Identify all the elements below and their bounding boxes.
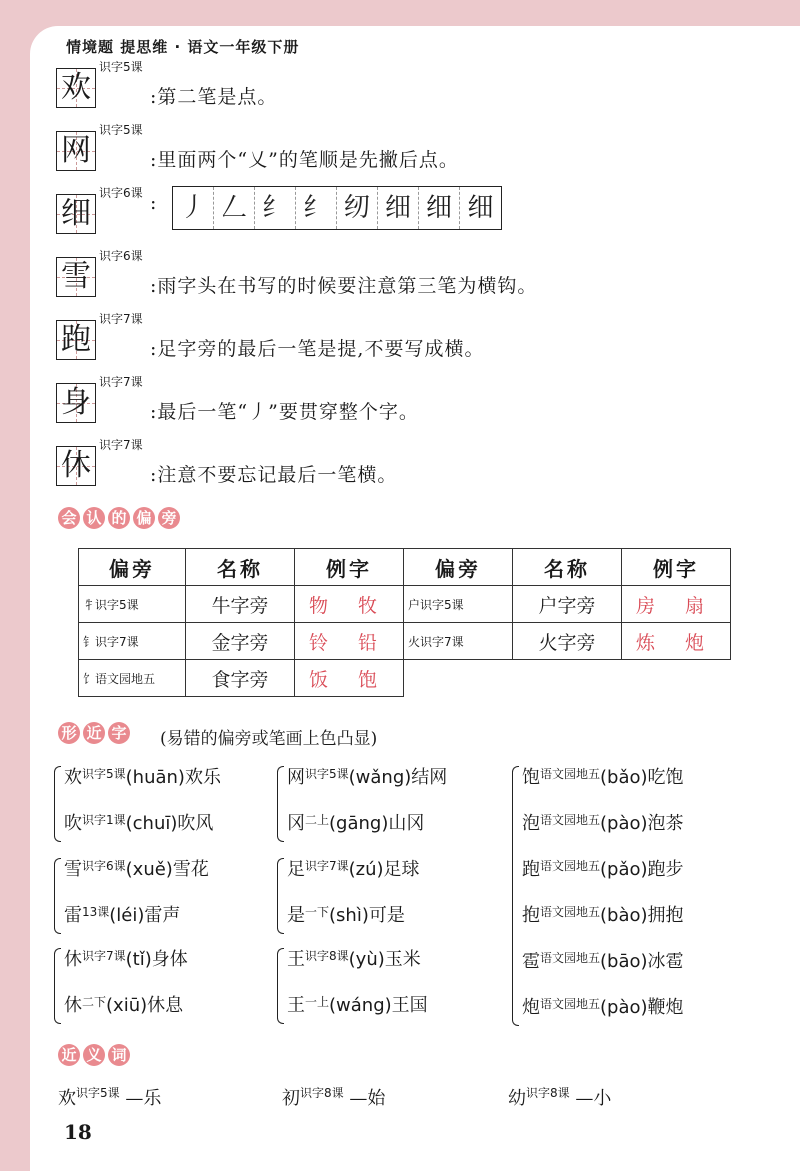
section-similar-title [58, 722, 130, 744]
brace [54, 766, 61, 842]
example-chars: 物 牧 [295, 586, 404, 623]
similar-line [522, 988, 684, 1034]
lesson-tag: 二上 [305, 813, 330, 827]
lesson-tag: 语文园地五 [540, 859, 601, 873]
similar-line [64, 804, 221, 850]
word: 拥抱 [647, 905, 684, 926]
table-header: 名称 [513, 549, 622, 586]
title-char: 的 [108, 507, 130, 529]
synonym-a: 幼 [508, 1088, 526, 1109]
pinyin: (zú) [348, 859, 384, 880]
similar-group [64, 850, 209, 942]
similar-group [522, 758, 684, 1034]
word: 山冈 [388, 813, 425, 834]
radical-table [78, 548, 731, 697]
pinyin: (bào) [600, 905, 648, 926]
similar-char: 泡 [522, 813, 540, 834]
stroke-step: 纟 [255, 187, 296, 229]
pinyin: (bāo) [600, 951, 648, 972]
lesson-tag: 识字6课 [99, 249, 143, 263]
char: 欢 [61, 70, 91, 105]
title-char: 认 [83, 507, 105, 529]
synonym-b: —始 [343, 1088, 386, 1109]
lesson-tag: 识字8课 [526, 1086, 570, 1100]
word: 泡茶 [647, 813, 684, 834]
stroke-step: 𠃋 [214, 187, 255, 229]
word: 冰雹 [647, 951, 684, 972]
lesson-tag: 识字7课 [99, 312, 143, 326]
example-chars: 房 扇 [622, 586, 731, 623]
similar-line [287, 758, 447, 804]
stroke-note: :最后一笔“丿”要贯穿整个字。 [150, 401, 419, 423]
similar-line [522, 942, 684, 988]
similar-line [64, 758, 221, 804]
lesson-tag: 识字8课 [305, 949, 349, 963]
similar-group [287, 758, 447, 850]
synonym-pair [58, 1084, 161, 1110]
stroke-step: 细 [378, 187, 419, 229]
pinyin: (huān) [125, 767, 185, 788]
title-char: 字 [108, 722, 130, 744]
table-header: 偏旁 [404, 549, 513, 586]
similar-line [287, 804, 447, 850]
char-box [56, 194, 96, 234]
pinyin: (xuě) [125, 859, 173, 880]
similar-note: (易错的偏旁或笔画上色凸显) [160, 729, 378, 749]
similar-char: 跑 [522, 859, 540, 880]
similar-line [64, 850, 209, 896]
stroke-note: :足字旁的最后一笔是提,不要写成横。 [150, 338, 485, 360]
lesson-tag: 语文园地五 [540, 951, 601, 965]
radical-cell: 火识字7课 [404, 623, 513, 660]
radical-cell: 饣语文园地五 [79, 660, 186, 697]
similar-char: 雷 [64, 905, 82, 926]
similar-line [64, 940, 188, 986]
stroke-step: 纟 [296, 187, 337, 229]
similar-char: 王 [287, 995, 305, 1016]
char: 跑 [61, 322, 91, 357]
brace [54, 858, 61, 934]
lesson-tag: 识字5课 [82, 767, 126, 781]
char: 身 [61, 385, 91, 420]
similar-char: 网 [287, 767, 305, 788]
similar-line [287, 940, 428, 986]
similar-char: 欢 [64, 767, 82, 788]
similar-line [64, 896, 209, 942]
title-char: 会 [58, 507, 80, 529]
word: 欢乐 [184, 767, 221, 788]
similar-group [64, 940, 188, 1032]
lesson-tag: 13课 [82, 905, 110, 919]
word: 吹风 [177, 813, 214, 834]
title-char: 偏 [133, 507, 155, 529]
similar-line [522, 758, 684, 804]
word: 休息 [147, 995, 184, 1016]
similar-line [522, 850, 684, 896]
word: 王国 [391, 995, 428, 1016]
synonym-pair [282, 1084, 385, 1110]
pinyin: (shì) [329, 905, 369, 926]
stroke-step: 丿 [173, 187, 214, 229]
stroke-note: :里面两个“乂”的笔顺是先撇后点。 [150, 149, 459, 171]
title-char: 义 [83, 1044, 105, 1066]
lesson-tag: 识字6课 [99, 186, 143, 200]
word: 结网 [411, 767, 448, 788]
lesson-tag: 识字7课 [82, 949, 126, 963]
word: 雷声 [144, 905, 181, 926]
radical-name: 金字旁 [186, 623, 295, 660]
lesson-tag: 语文园地五 [540, 813, 601, 827]
similar-line [64, 986, 188, 1032]
lesson-tag: 语文园地五 [540, 997, 601, 1011]
pinyin: (tǐ) [125, 949, 152, 970]
char-box [56, 320, 96, 360]
char-box [56, 446, 96, 486]
stroke-step: 细 [467, 193, 494, 223]
section-synonyms-title [58, 1044, 130, 1066]
lesson-tag: 语文园地五 [540, 905, 601, 919]
pinyin: (pǎo) [600, 859, 648, 880]
lesson-tag: 识字6课 [82, 859, 126, 873]
lesson-tag: 识字7课 [99, 438, 143, 452]
synonym-a: 欢 [58, 1088, 76, 1109]
similar-char: 雪 [64, 859, 82, 880]
pinyin: (bǎo) [600, 767, 648, 788]
stroke-note: : [150, 192, 158, 214]
lesson-tag: 识字1课 [82, 813, 126, 827]
pinyin: (léi) [109, 905, 145, 926]
char: 休 [61, 448, 91, 483]
lesson-tag: 识字5课 [99, 123, 143, 137]
similar-char: 休 [64, 995, 82, 1016]
lesson-tag: 语文园地五 [540, 767, 601, 781]
table-header: 例字 [295, 549, 404, 586]
brace [277, 948, 284, 1024]
page-number: 18 [64, 1120, 92, 1144]
radical-name: 食字旁 [186, 660, 295, 697]
char: 雪 [61, 259, 91, 294]
similar-line [287, 986, 428, 1032]
table-header: 偏旁 [79, 549, 186, 586]
pinyin: (chuī) [125, 813, 178, 834]
similar-char: 抱 [522, 905, 540, 926]
empty-cell [404, 660, 731, 697]
pinyin: (yù) [348, 949, 385, 970]
lesson-tag: 二下 [82, 995, 107, 1009]
brace [277, 858, 284, 934]
radical-cell: 户识字5课 [404, 586, 513, 623]
similar-char: 炮 [522, 997, 540, 1018]
example-chars: 饭 饱 [295, 660, 404, 697]
similar-char: 吹 [64, 813, 82, 834]
title-char: 近 [58, 1044, 80, 1066]
stroke-note: :雨字头在书写的时候要注意第三笔为横钩。 [150, 275, 538, 297]
title-char: 近 [83, 722, 105, 744]
word: 跑步 [647, 859, 684, 880]
synonym-a: 初 [282, 1088, 300, 1109]
lesson-tag: 一下 [305, 905, 330, 919]
title-char: 旁 [158, 507, 180, 529]
lesson-tag: 识字5课 [305, 767, 349, 781]
similar-line [522, 804, 684, 850]
table-header: 例字 [622, 549, 731, 586]
word: 雪花 [172, 859, 209, 880]
char: 网 [61, 133, 91, 168]
stroke-step: 纫 [337, 187, 378, 229]
running-header: 情境题 提思维 · 语文一年级下册 [66, 38, 300, 56]
section-radicals-title [58, 507, 180, 529]
similar-char: 足 [287, 859, 305, 880]
lesson-tag: 识字7课 [305, 859, 349, 873]
stroke-sequence [172, 186, 502, 230]
radical-name: 户字旁 [513, 586, 622, 623]
similar-line [287, 896, 420, 942]
pinyin: (wáng) [329, 995, 392, 1016]
similar-char: 休 [64, 949, 82, 970]
char-box [56, 131, 96, 171]
synonym-b: —小 [569, 1088, 612, 1109]
similar-group [64, 758, 221, 850]
table-header: 名称 [186, 549, 295, 586]
radical-cell: 牜识字5课 [79, 586, 186, 623]
pinyin: (xiū) [106, 995, 148, 1016]
lesson-tag: 识字7课 [99, 375, 143, 389]
char-box [56, 68, 96, 108]
synonym-pair [508, 1084, 611, 1110]
synonym-b: —乐 [119, 1088, 162, 1109]
lesson-tag: 一上 [305, 995, 330, 1009]
word: 身体 [151, 949, 188, 970]
pinyin: (pào) [600, 997, 648, 1018]
similar-line [287, 850, 420, 896]
pinyin: (pào) [600, 813, 648, 834]
similar-char: 是 [287, 905, 305, 926]
similar-char: 冈 [287, 813, 305, 834]
radical-name: 牛字旁 [186, 586, 295, 623]
similar-group [287, 940, 428, 1032]
lesson-tag: 识字8课 [300, 1086, 344, 1100]
example-chars: 铃 铅 [295, 623, 404, 660]
similar-char: 饱 [522, 767, 540, 788]
stroke-note: :注意不要忘记最后一笔横。 [150, 464, 398, 486]
lesson-tag: 识字5课 [76, 1086, 120, 1100]
pinyin: (gāng) [329, 813, 389, 834]
similar-char: 王 [287, 949, 305, 970]
char-box [56, 257, 96, 297]
title-char: 词 [108, 1044, 130, 1066]
similar-group [287, 850, 420, 942]
example-chars: 炼 炮 [622, 623, 731, 660]
similar-char: 雹 [522, 951, 540, 972]
stroke-note: :第二笔是点。 [150, 86, 278, 108]
word: 鞭炮 [647, 997, 684, 1018]
brace [512, 766, 519, 1026]
brace [54, 948, 61, 1024]
lesson-tag: 识字5课 [99, 60, 143, 74]
word: 足球 [383, 859, 420, 880]
title-char: 形 [58, 722, 80, 744]
word: 玉米 [384, 949, 421, 970]
word: 吃饱 [647, 767, 684, 788]
brace [277, 766, 284, 842]
char-box [56, 383, 96, 423]
similar-line [522, 896, 684, 942]
char: 细 [61, 196, 91, 231]
radical-name: 火字旁 [513, 623, 622, 660]
radical-cell: 钅识字7课 [79, 623, 186, 660]
pinyin: (wǎng) [348, 767, 412, 788]
word: 可是 [368, 905, 405, 926]
stroke-step: 细 [419, 187, 460, 229]
